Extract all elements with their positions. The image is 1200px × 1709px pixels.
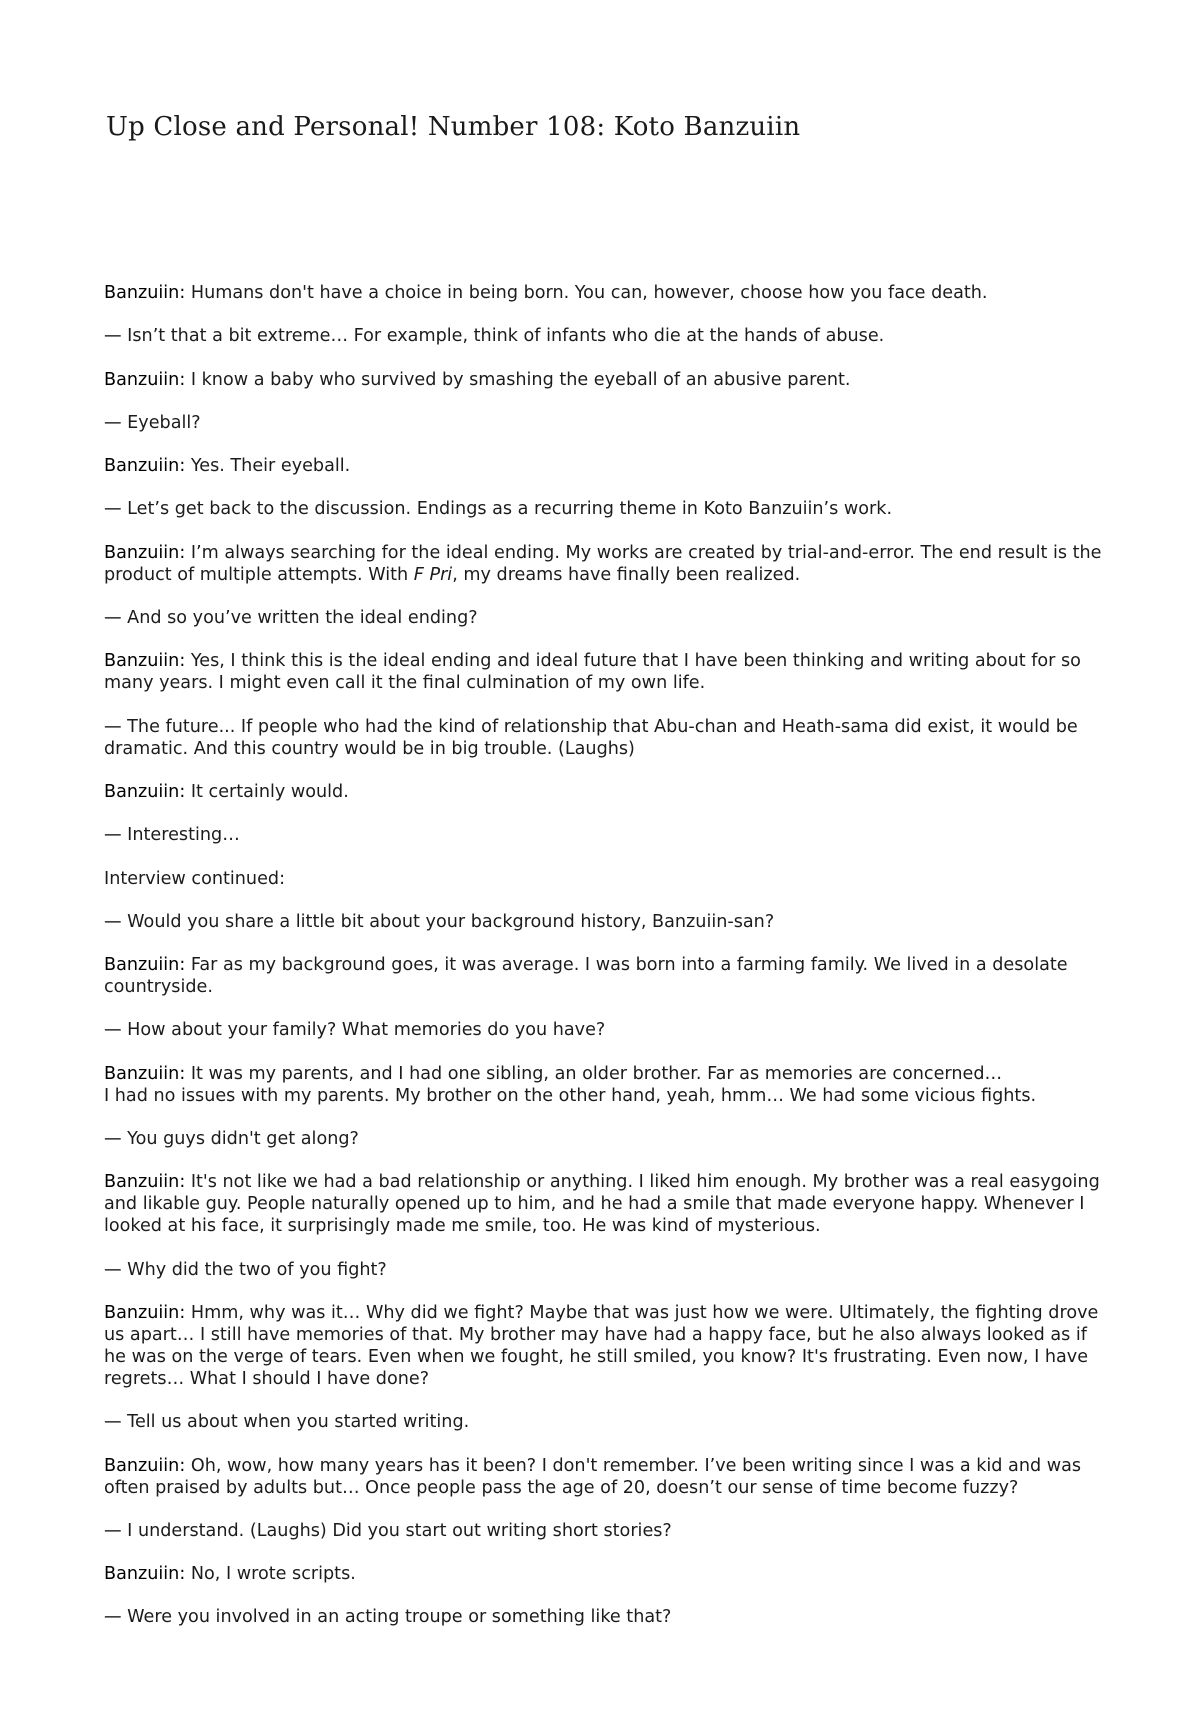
interviewer-question [104,824,1104,846]
banzuiin-answer [104,282,1104,304]
interviewer-question [104,1128,1104,1150]
interviewer-question [104,412,1104,434]
question-text: Tell us about when you started writing. [121,1412,470,1433]
question-text: How about your family? What memories do you have? [121,1020,606,1041]
answer-text: It was my parents, and I had one sibling, an older brother. Far as memories are concerned… [185,1063,1003,1084]
question-text: Would you share a little bit about your background history, Banzuiin-san? [121,911,775,932]
question-dash: — [104,326,122,347]
banzuiin-answer [104,954,1104,998]
interviewer-question [104,716,1104,760]
banzuiin-answer [104,1302,1104,1390]
answer-text: , my dreams have finally been realized. [452,564,801,585]
answer-text: It certainly would. [185,781,349,802]
question-dash: — [104,499,122,520]
banzuiin-answer [104,1455,1104,1499]
banzuiin-answer [104,455,1104,477]
work-title: F Pri [413,564,453,585]
answer-text: I had no issues with my parents. My brother on the other hand, yeah, hmm… We had some vicious fights. [104,1085,1037,1106]
question-dash: — [104,1412,122,1433]
interviewer-question [104,1259,1104,1281]
interviewer-question [104,498,1104,520]
question-dash: — [104,911,122,932]
question-dash: — [104,1129,122,1150]
question-text: Were you involved in an acting troupe or something like that? [121,1607,672,1628]
banzuiin-answer [104,781,1104,803]
section-heading-text: Interview continued: [104,868,285,889]
question-text: Eyeball? [121,412,201,433]
banzuiin-answer [104,542,1104,586]
answer-text: Yes, I think this is the ideal ending and ideal future that I have been thinking and writing about for so many years. I might even call it the final culmination of my own life. [104,651,1081,694]
banzuiin-answer [104,650,1104,694]
interviewer-question [104,1411,1104,1433]
question-dash: — [104,412,122,433]
speaker-label: Banzuiin: [104,781,186,802]
speaker-label: Banzuiin: [104,1302,186,1323]
interviewer-question [104,1520,1104,1542]
speaker-label: Banzuiin: [104,1455,186,1476]
answer-text: I’m always searching for the ideal ending. My works are created by trial-and-error. The end result is the product of multiple attempts. With [104,542,1102,585]
answer-text: Oh, wow, how many years has it been? I don't remember. I’ve been writing since I was a kid and was often praised by adults but… Once people pass the age of 20, doesn’t our sense of time become fuzzy? [104,1455,1082,1498]
answer-text: Yes. Their eyeball. [185,456,351,477]
banzuiin-answer [104,1171,1104,1237]
answer-text: I know a baby who survived by smashing the eyeball of an abusive parent. [185,369,851,390]
speaker-label: Banzuiin: [104,542,186,563]
speaker-label: Banzuiin: [104,283,186,303]
answer-text: No, I wrote scripts. [185,1564,356,1585]
answer-text: Humans don't have a choice in being born. You can, however, choose how you face death. [185,283,988,303]
section-heading [104,868,1104,890]
question-dash: — [104,608,122,629]
answer-text: Far as my background goes, it was average. I was born into a farming family. We lived in a desolate countryside. [104,955,1068,998]
question-text: And so you’ve written the ideal ending? [121,608,478,629]
question-text: Isn’t that a bit extreme… For example, think of infants who die at the hands of abuse. [121,326,885,347]
question-dash: — [104,1259,122,1280]
speaker-label: Banzuiin: [104,1063,186,1084]
speaker-label: Banzuiin: [104,955,186,976]
question-text: Let’s get back to the discussion. Endings as a recurring theme in Koto Banzuiin’s work. [121,499,893,520]
page-title: Up Close and Personal! Number 108: Koto Banzuiin [106,112,801,142]
question-dash: — [104,1520,122,1541]
question-dash: — [104,716,122,737]
question-text: You guys didn't get along? [121,1129,359,1150]
answer-text: Hmm, why was it… Why did we fight? Maybe that was just how we were. Ultimately, the fighting drove us apart… I still have memories of that. My brother may have had a happy face, but he also always looked as if he was on the verge of tears. Even when we fought, he still smiled, you know? It's frustrating. Even now, I have regrets… What I should I have done? [104,1302,1099,1389]
speaker-label: Banzuiin: [104,456,186,477]
question-text: The future... If people who had the kind of relationship that Abu-chan and Heath-sama did exist, it would be dramatic. And this country would be in big trouble. (Laughs) [104,716,1078,759]
interviewer-question [104,1606,1104,1628]
question-text: I understand. (Laughs) Did you start out writing short stories? [121,1520,672,1541]
question-text: Interesting… [121,825,240,846]
interviewer-question [104,911,1104,933]
question-text: Why did the two of you fight? [121,1259,387,1280]
banzuiin-answer [104,1063,1104,1107]
speaker-label: Banzuiin: [104,1172,186,1193]
question-dash: — [104,825,122,846]
interviewer-question [104,325,1104,347]
speaker-label: Banzuiin: [104,651,186,672]
speaker-label: Banzuiin: [104,1564,186,1585]
answer-text: It's not like we had a bad relationship or anything. I liked him enough. My brother was a real easygoing and likable guy. People naturally opened up to him, and he had a smile that made everyone happy. Whenever I looked at his face, it surprisingly made me smile, too. He was kind of mysterious. [104,1172,1100,1237]
speaker-label: Banzuiin: [104,369,186,390]
interview-body [104,282,1104,1650]
banzuiin-answer [104,1563,1104,1585]
interviewer-question [104,607,1104,629]
interviewer-question [104,1019,1104,1041]
question-dash: — [104,1607,122,1628]
banzuiin-answer [104,369,1104,391]
question-dash: — [104,1020,122,1041]
